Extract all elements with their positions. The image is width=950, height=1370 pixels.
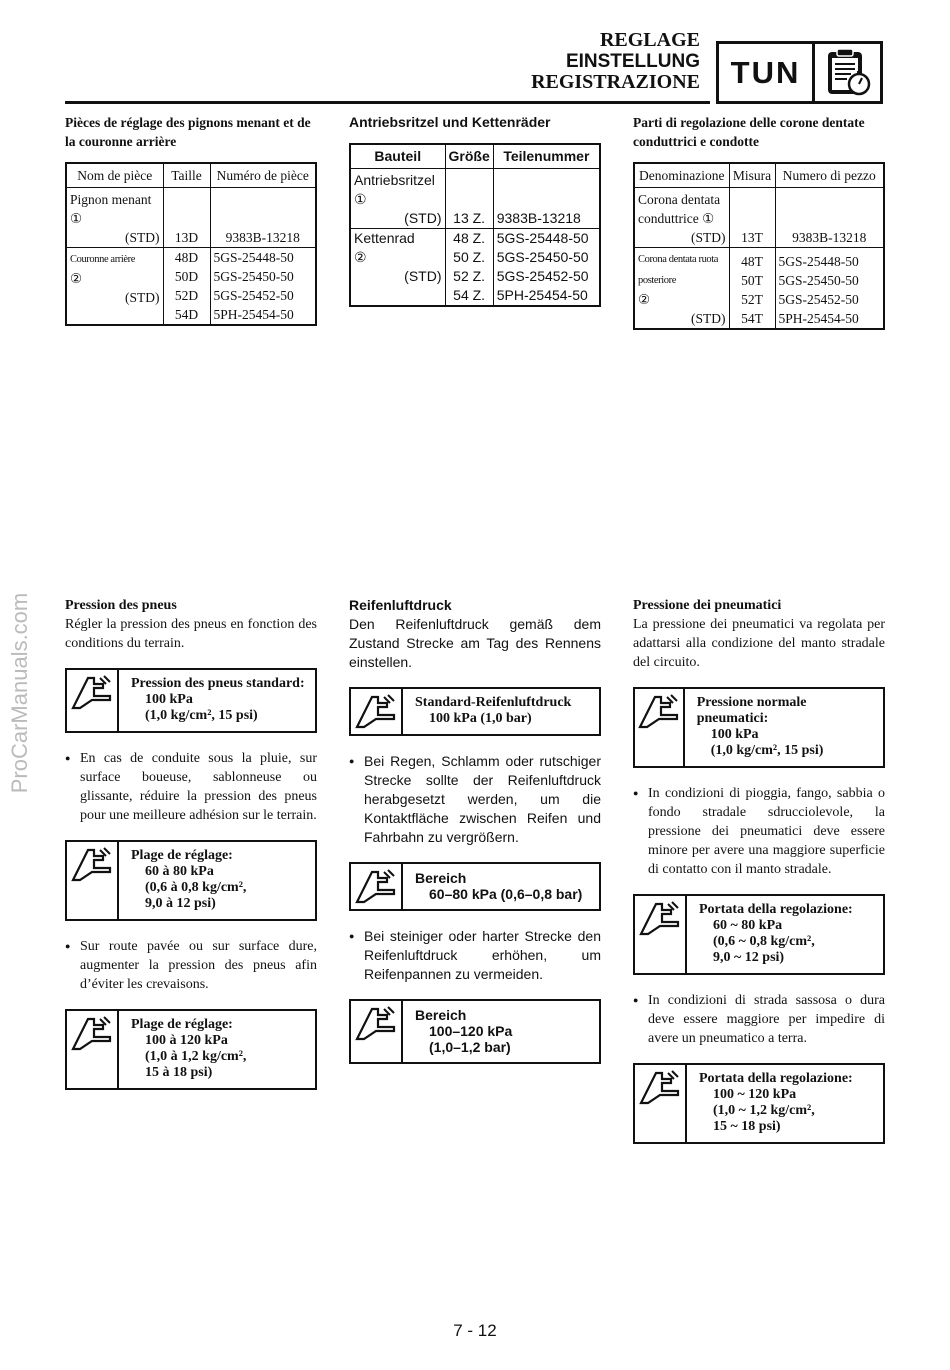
part-name: Antriebsritzel ① (STD) xyxy=(350,169,445,229)
header-titles xyxy=(531,30,700,93)
title-fr: REGLAGE xyxy=(599,29,700,51)
section-text: Den Reifenluftdruck gemäß dem Zustand Strecke am Tag des Rennens einstellen. xyxy=(349,616,601,670)
spec-box: Plage de réglage: 60 à 80 kPa (0,6 à 0,8 kg/cm², 9,0 à 12 psi) xyxy=(65,840,317,921)
bullet-item: ● Sur route pavée ou sur surface dure, augmenter la pression des pneus afin d’éviter les crevaisons. xyxy=(65,937,317,994)
part-number: 9383B-13218 xyxy=(775,188,884,248)
col-header: Numero di pezzo xyxy=(775,163,884,188)
caliper-icon xyxy=(635,896,687,973)
part-name: Pignon menant ① (STD) xyxy=(66,188,163,248)
bullet-item: ● En cas de conduite sous la pluie, sur surface boueuse, sablonneuse ou glissante, réduire la pression des pneus pour une meilleure adhésion sur le terrain. xyxy=(65,749,317,825)
caliper-icon xyxy=(635,1065,687,1142)
column-fr-parts xyxy=(65,113,317,326)
parts-table-de xyxy=(349,143,601,307)
bullet-item: ● Bei steiniger oder harter Strecke den Reifenluftdruck erhöhen, um Reifenpannen zu vermeiden. xyxy=(349,927,601,984)
header-rule xyxy=(65,101,710,104)
tire-pressure-de xyxy=(349,596,601,1080)
section-title: Pression des pneus xyxy=(65,598,177,613)
part-number: 5GS-25448-50 5GS-25450-50 5GS-25452-50 5PH-25454-50 xyxy=(775,248,884,330)
tire-pressure-fr xyxy=(65,596,317,1106)
caliper-icon xyxy=(635,689,685,766)
part-number: 9383B-13218 xyxy=(493,169,600,229)
section-title: Reifenluftdruck xyxy=(349,597,452,613)
col-header: Denominazione xyxy=(634,163,729,188)
part-name: Kettenrad ② (STD) xyxy=(350,229,445,307)
col-header: Taille xyxy=(163,163,210,188)
section-title: Pressione dei pneumatici xyxy=(633,598,782,613)
spec-box: Portata della regolazione: 60 ~ 80 kPa (0,6 ~ 0,8 kg/cm², 9,0 ~ 12 psi) xyxy=(633,894,885,975)
tire-pressure-it xyxy=(633,596,885,1160)
caliper-icon xyxy=(351,689,403,734)
part-name: Corona dentata ruota posteriore ② (STD) xyxy=(634,248,729,330)
parts-intro-fr: Pièces de réglage des pignons menant et de la couronne arrière xyxy=(65,115,311,149)
spec-box: Portata della regolazione: 100 ~ 120 kPa (1,0 ~ 1,2 kg/cm², 15 ~ 18 psi) xyxy=(633,1063,885,1144)
spec-box: Pressione normale pneumatici: 100 kPa (1,0 kg/cm², 15 psi) xyxy=(633,687,885,768)
part-size: 13T xyxy=(729,188,775,248)
parts-intro-it: Parti di regolazione delle corone dentate conduttrici e condotte xyxy=(633,115,865,149)
caliper-icon xyxy=(351,864,403,909)
parts-intro-de: Antriebsritzel und Kettenräder xyxy=(349,114,551,130)
clipboard-stopwatch-icon xyxy=(815,44,880,101)
part-size: 13D xyxy=(163,188,210,248)
spec-box: Bereich 100–120 kPa (1,0–1,2 bar) xyxy=(349,999,601,1064)
title-it: REGISTRAZIONE xyxy=(531,71,700,93)
part-number: 9383B-13218 xyxy=(210,188,316,248)
spec-box: Pression des pneus standard: 100 kPa (1,0 kg/cm², 15 psi) xyxy=(65,668,317,733)
caliper-icon xyxy=(67,842,119,919)
bullet-item: ● In condizioni di pioggia, fango, sabbia o fondo stradale sdrucciolevole, la pressione dei pneumatici deve essere minore per avere una maggiore superficie di contatto con il manto stradale. xyxy=(633,784,885,879)
column-de-parts xyxy=(349,113,601,307)
title-de: EINSTELLUNG xyxy=(565,51,700,72)
watermark: ProCarManuals.com xyxy=(7,592,32,794)
col-header: Größe xyxy=(445,144,493,169)
spec-box: Bereich 60–80 kPa (0,6–0,8 bar) xyxy=(349,862,601,911)
caliper-icon xyxy=(351,1001,403,1062)
page-number: 7 - 12 xyxy=(453,1321,497,1340)
part-size: 48 Z. 50 Z. 52 Z. 54 Z. xyxy=(445,229,493,307)
col-header: Misura xyxy=(729,163,775,188)
caliper-icon xyxy=(67,670,119,731)
bullet-item: ● Bei Regen, Schlamm oder rutschiger Strecke sollte der Reifenluftdruck herabgesetzt werden, um die Kontaktfläche zwischen Reifen und Fahrbahn zu vergrößern. xyxy=(349,752,601,847)
section-text: Régler la pression des pneus en fonction des conditions du terrain. xyxy=(65,617,317,651)
caliper-icon xyxy=(67,1011,119,1088)
part-number: 5GS-25448-50 5GS-25450-50 5GS-25452-50 5PH-25454-50 xyxy=(493,229,600,307)
col-header: Nom de pièce xyxy=(66,163,163,188)
part-name: Couronne arrière ② (STD) xyxy=(66,248,163,326)
column-it-parts xyxy=(633,113,885,330)
col-header: Teilenummer xyxy=(493,144,600,169)
spec-box: Plage de réglage: 100 à 120 kPa (1,0 à 1,2 kg/cm², 15 à 18 psi) xyxy=(65,1009,317,1090)
parts-table-it xyxy=(633,162,885,330)
part-size: 48D 50D 52D 54D xyxy=(163,248,210,326)
parts-table-fr xyxy=(65,162,317,326)
spec-box: Standard-Reifenluftdruck 100 kPa (1,0 bar) xyxy=(349,687,601,736)
part-size: 13 Z. xyxy=(445,169,493,229)
col-header: Bauteil xyxy=(350,144,445,169)
section-text: La pressione dei pneumatici va regolata per adattarsi alla condizione del manto stradale del circuito. xyxy=(633,617,885,670)
bullet-item: ● In condizioni di strada sassosa o dura deve essere maggiore per impedire di avere un pneumatico a terra. xyxy=(633,991,885,1048)
col-header: Numéro de pièce xyxy=(210,163,316,188)
part-number: 5GS-25448-50 5GS-25450-50 5GS-25452-50 5PH-25454-50 xyxy=(210,248,316,326)
part-name: Corona dentata conduttrice ① (STD) xyxy=(634,188,729,248)
section-code: TUN xyxy=(719,44,815,101)
section-badge xyxy=(716,41,883,104)
part-size: 48T 50T 52T 54T xyxy=(729,248,775,330)
